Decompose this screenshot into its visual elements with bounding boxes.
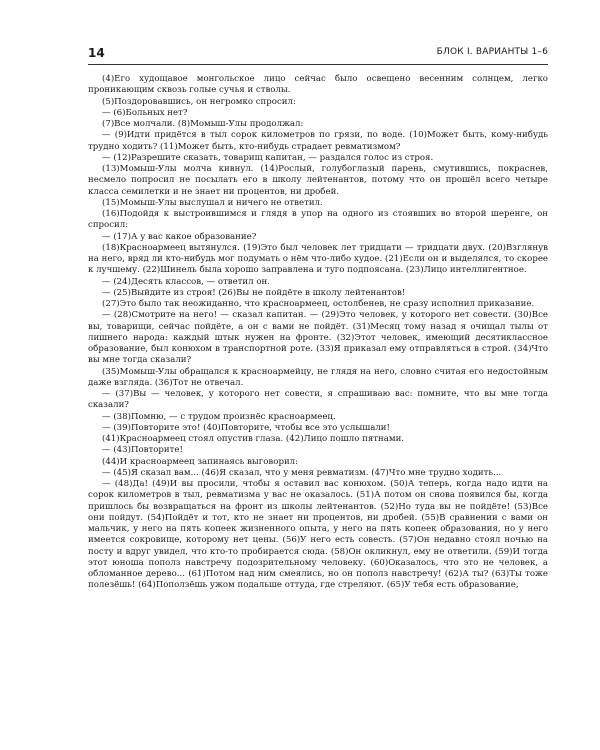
page-header (88, 46, 548, 62)
paragraph: — (38)Помню, — с трудом произнёс красноармеец. (102, 411, 336, 422)
paragraph: (13)Момыш-Улы молча кивнул. (14)Рослый, голубоглазый парень, смутившись, покраснев, несмело попросил не посылать его в школу лейтенантов, потому что он прошёл всего четыре класса семилетки и не знает ни процентов, ни дробей. (88, 164, 548, 197)
paragraph: — (39)Повторите это! (40)Повторите, чтобы все это услышали! (102, 422, 390, 433)
paragraph: — (25)Выйдите из строя! (26)Вы не пойдёте в школу лейтенантов! (102, 287, 406, 298)
paragraph: (41)Красноармеец стоял опустив глаза. (42)Лицо пошло пятнами. (102, 434, 405, 444)
page-number: 14 (88, 46, 105, 60)
paragraph: (44)И красноармеец запинаясь выговорил: (102, 456, 299, 467)
paragraph: (5)Поздоровавшись, он негромко спросил: (102, 96, 296, 107)
paragraph: (7)Все молчали. (8)Момыш-Улы продолжал: (102, 119, 304, 129)
paragraph: (18)Красноармеец вытянулся. (19)Это был человек лет тридцати — тридцати двух. (20)Взглянув на него, вряд ли кто-нибудь мог подумать о нём что-либо худое. (21)Если он и выделялся, то скорее к лучшему. (22)Шинель была хорошо заправлена и туго подпоясана. (23)Лицо интеллигентное. (88, 242, 548, 276)
header-rule (88, 64, 548, 65)
paragraph: (27)Это было так неожиданно, что красноармеец, остолбенев, не сразу исполнил приказание. (102, 299, 535, 309)
paragraph: — (12)Разрешите сказать, товарищ капитан, — раздался голос из строя. (102, 152, 434, 163)
running-head: БЛОК I. ВАРИАНТЫ 1–6 (436, 47, 548, 57)
paragraph: (4)Его худощавое монгольское лицо сейчас было освещено весенним солнцем, легко проникающим сквозь голые сучья и стволы. (88, 74, 548, 96)
paragraph: — (48)Да! (49)И вы просили, чтобы я оставил вас конюхом. (50)А теперь, когда надо идти на сорок километров в тыл, ревматизма у вас не оказалось. (51)А потом он снова появился бы, когда пришлось бы возвращаться на фронт из школы лейтенантов. (52)Но туда вы не пойдёте! (53)Все они пойдут. (54)Пойдёт и тот, кто не знает ни процентов, ни дробей. (55)В сравнении с вами он мальчик, у него на пять копеек жизненного опыта, у него на пять копеек образования, но у него имеется сокровище, которому нет цены. (56)У него есть совесть. (57)Он недавно стоял ночью на посту и вдруг увидел, что кто-то пробирается сюда. (58)Он окликнул, ему не ответили. (59)И тогда этот юноша пополз навстречу подозрительному человеку. (60)Оказалось, что это не человек, а обломанное дерево... (61)Потом над ним смеялись, но он пополз навстречу! (62)А ты? (63)Ты тоже полезёшь! (64)Поползёшь ужом подальше оттуда, где стреляют. (65)У тебя есть образование, (88, 479, 548, 591)
paragraph: — (17)А у вас какое образование? (102, 231, 257, 242)
paragraph: (35)Момыш-Улы обращался к красноармейцу, не глядя на него, словно считая его недостойным даже взгляда. (36)Тот не отвечал. (88, 366, 548, 388)
paragraph: — (6)Больных нет? (102, 107, 188, 118)
paragraph: (15)Момыш-Улы выслушал и ничего не ответил. (102, 197, 323, 208)
paragraph: — (45)Я сказал вам... (46)Я сказал, что у меня ревматизм. (47)Что мне трудно ходить... (102, 467, 502, 478)
body-text (88, 74, 548, 592)
paragraph: — (9)Идти придётся в тыл сорок километров по грязи, по воде. (10)Может быть, кому-нибудь трудно ходить? (11)Может быть, кто-нибудь страдает ревматизмом? (88, 130, 548, 152)
paragraph: — (43)Повторите! (102, 445, 183, 456)
paragraph: — (24)Десять классов, — ответил он. (102, 276, 270, 287)
paragraph: — (28)Смотрите на него! — сказал капитан. — (29)Это человек, у которого нет совести. (30)Все вы, товарищи, сейчас пойдёте, а он с вами не пойдёт. (31)Месяц тому назад я очищал тылы от лишнего народа: каждый штык нужен на фронте. (32)Этот человек, имеющий десятиклассное образование, был конюхом в транспортной роте. (33)Я приказал ему отправляться в строй. (34)Что вы мне тогда сказали? (88, 310, 548, 366)
paragraph: — (37)Вы — человек, у которого нет совести, я спрашиваю вас: помните, что вы мне тогда сказали? (88, 389, 548, 411)
paragraph: (16)Подойдя к выстроившимся и глядя в упор на одного из стоявших во второй шеренге, он спросил: (88, 209, 548, 231)
